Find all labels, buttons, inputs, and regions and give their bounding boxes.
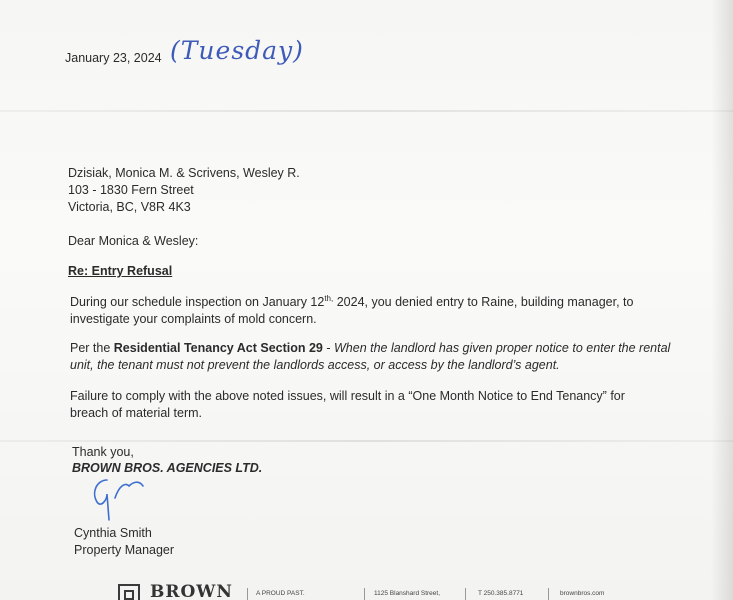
footer-tagline: A PROUD PAST. [256,590,305,597]
paragraph2-line1 [70,340,670,357]
paragraph1-text-b: 2024, you denied entry to Raine, building manager, to [333,295,634,309]
footer-logo-text: BROWN [150,582,233,600]
handwritten-note: (Tuesday) [170,36,304,65]
act-reference: Residential Tenancy Act Section 29 [113,341,323,355]
page-shadow [711,0,733,600]
closing: Thank you, [72,445,134,459]
letter-date: January 23, 2024 [65,51,162,65]
signer-title: Property Manager [74,543,175,557]
paragraph3-line1: Failure to comply with the above noted issues, will result in a “One Month Notice to End Tenancy” for [70,389,625,403]
recipient-name: Dzisiak, Monica M. & Scrivens, Wesley R. [68,166,300,180]
act-quote-line1: When the landlord has given proper notice to enter the rental [334,341,671,355]
subject-line: Re: Entry Refusal [68,264,173,278]
brown-bros-logo-icon [118,584,140,600]
paragraph3-line2: breach of material term. [70,406,202,420]
footer-phone: T 250.385.8771 [478,590,524,597]
footer-divider [465,588,466,600]
paragraph1-superscript: th, [324,293,334,303]
paragraph2-dash: - [322,341,334,355]
signer-name: Cynthia Smith [74,526,152,540]
salutation: Dear Monica & Wesley: [68,234,199,248]
footer-website: brownbros.com [560,590,605,597]
paragraph1-line2: investigate your complaints of mold concern. [70,312,317,326]
paragraph1-line1 [70,294,633,311]
paragraph2-prefix: Per the [70,341,114,355]
footer-divider [548,588,549,600]
fold-line [0,440,733,442]
recipient-address-line2: Victoria, BC, V8R 4K3 [68,200,191,214]
company-name: BROWN BROS. AGENCIES LTD. [72,461,263,475]
paragraph1-text-a: During our schedule inspection on January 12 [70,295,325,309]
footer-address: 1125 Blanshard Street, [374,590,441,597]
signature [85,472,155,526]
recipient-address-line1: 103 - 1830 Fern Street [68,183,194,197]
fold-line [0,110,733,112]
footer-divider [247,588,248,600]
footer-divider [364,588,365,600]
act-quote-line2: unit, the tenant must not prevent the landlords access, or access by the landlord’s agent. [70,358,560,372]
